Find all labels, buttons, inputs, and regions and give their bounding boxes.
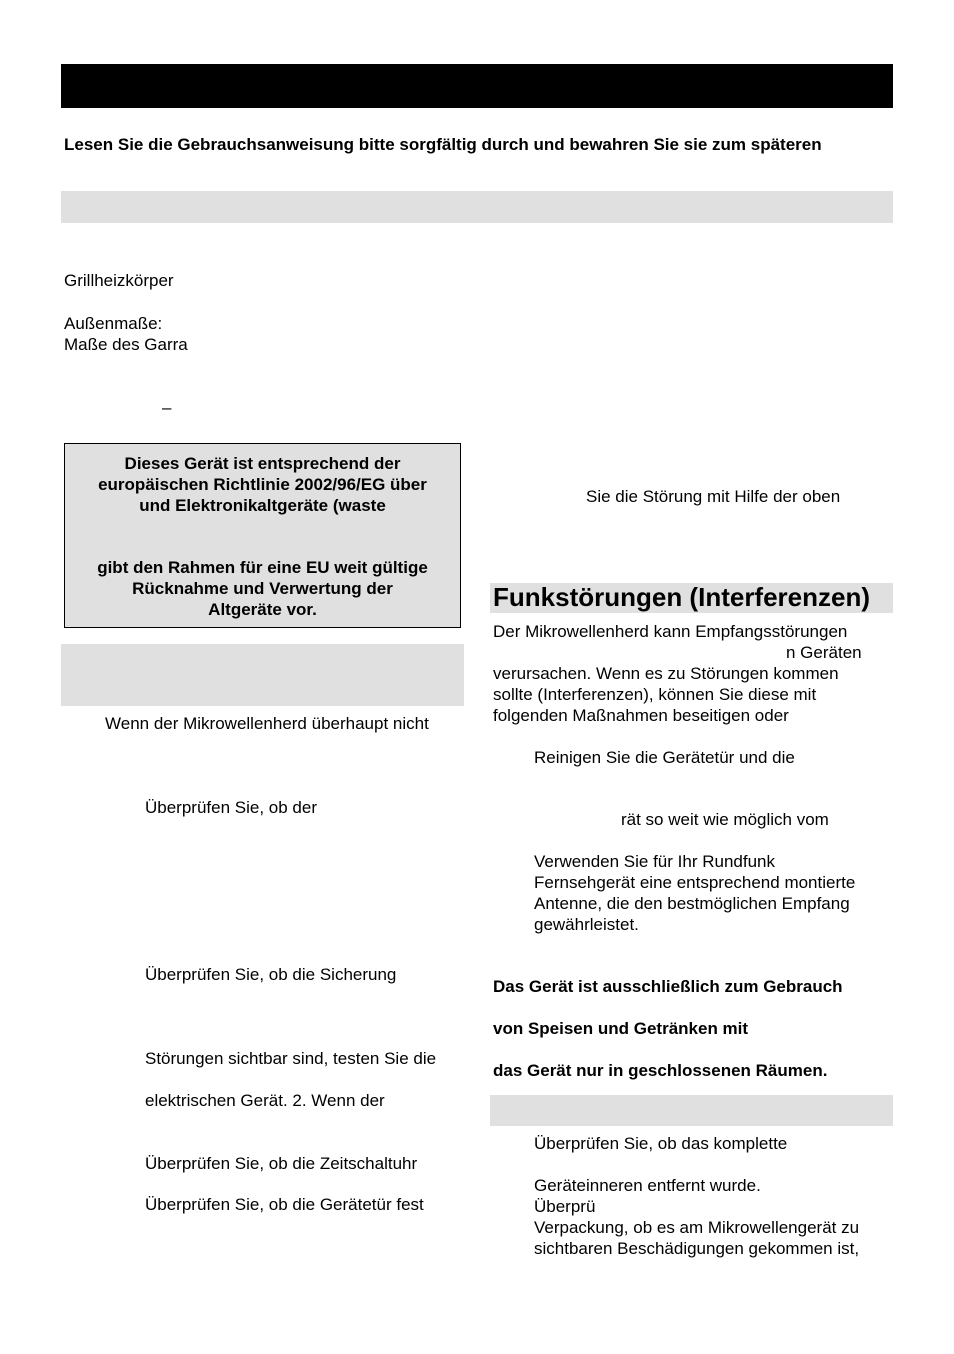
unpack-line: Verpackung, ob es am Mikrowellengerät zu — [534, 1218, 860, 1237]
check-door: Überprüfen Sie, ob die Gerätetür fest — [145, 1195, 424, 1214]
para-line: folgenden Maßnahmen beseitigen oder — [493, 706, 789, 725]
intro-text: Lesen Sie die Gebrauchsanweisung bitte sorgfältig durch und bewahren Sie sie zum späteren — [64, 135, 822, 154]
check-timer: Überprüfen Sie, ob die Zeitschaltuhr — [145, 1154, 418, 1173]
fix-fault: Sie die Störung mit Hilfe der oben — [586, 487, 841, 506]
notice-line: Altgeräte vor. — [208, 600, 317, 619]
distance: rät so weit wie möglich vom — [621, 810, 829, 829]
usage-line: das Gerät nur in geschlossenen Räumen. — [493, 1061, 828, 1080]
antenna-line: gewährleistet. — [534, 915, 639, 934]
notice-line: Rücknahme und Verwertung der — [132, 579, 393, 598]
para-line: sollte (Interferenzen), können Sie diese mit — [493, 685, 817, 704]
unpack-line: Überprüfen Sie, ob das komplette — [534, 1134, 788, 1153]
notice-line: Dieses Gerät ist entsprechend der — [124, 454, 401, 473]
para-line: Der Mikrowellenherd kann Empfangsstörungen — [493, 622, 848, 641]
spec-outer-dims: Außenmaße: — [64, 314, 163, 333]
unpack-line: Überprü — [534, 1197, 596, 1216]
trouble-intro: Wenn der Mikrowellenherd überhaupt nicht — [105, 714, 429, 733]
spec-grill: Grillheizkörper — [64, 271, 174, 290]
notice-line: und Elektronikaltgeräte (waste — [139, 496, 386, 515]
clean-door: Reinigen Sie die Gerätetür und die — [534, 748, 795, 767]
unpack-line: Geräteinneren entfernt wurde. — [534, 1176, 761, 1195]
antenna-line: Fernsehgerät eine entsprechend montierte — [534, 873, 856, 892]
antenna-line: Antenne, die den bestmöglichen Empfang — [534, 894, 850, 913]
para-line: n Geräten — [786, 643, 862, 662]
heading-interference: Funkstörungen (Interferenzen) — [493, 582, 871, 612]
para-line: verursachen. Wenn es zu Störungen kommen — [493, 664, 839, 683]
antenna-line: Verwenden Sie für Ihr Rundfunk — [534, 852, 775, 871]
header-bar — [61, 64, 893, 108]
unpack-line: sichtbaren Beschädigungen gekommen ist, — [534, 1239, 860, 1258]
section-bar-specs — [61, 191, 893, 223]
notice-line: europäischen Richtlinie 2002/96/EG über — [98, 475, 427, 494]
spec-cavity-dims: Maße des Garra — [64, 335, 188, 354]
spec-dash: – — [162, 398, 172, 417]
section-bar-troubleshooting — [61, 644, 464, 706]
usage-line: von Speisen und Getränken mit — [493, 1019, 749, 1038]
check-plug: Überprüfen Sie, ob der — [145, 798, 317, 817]
other-device: elektrischen Gerät. 2. Wenn der — [145, 1091, 385, 1110]
section-bar-unpacking — [490, 1095, 893, 1126]
interference-test: Störungen sichtbar sind, testen Sie die — [145, 1049, 437, 1068]
weee-notice-box — [64, 443, 461, 628]
notice-line: gibt den Rahmen für eine EU weit gültige — [97, 558, 428, 577]
check-fuse: Überprüfen Sie, ob die Sicherung — [145, 965, 397, 984]
usage-line: Das Gerät ist ausschließlich zum Gebrauch — [493, 977, 843, 996]
